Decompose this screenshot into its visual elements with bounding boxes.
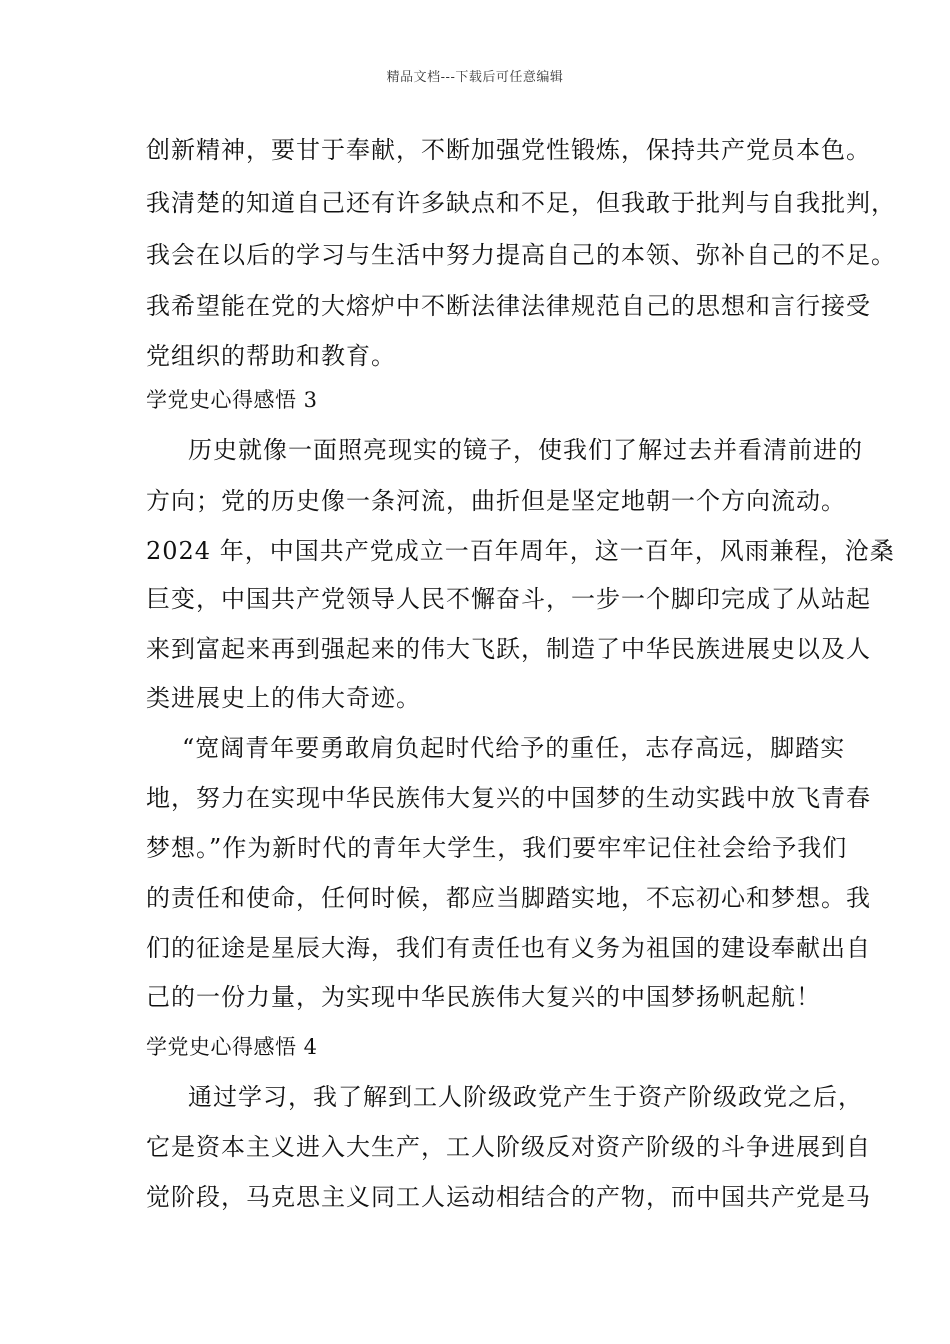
body-line: 我清楚的知道自己还有许多缺点和不足，但我敢于批判与自我批判，: [146, 189, 896, 217]
body-line: 地，努力在实现中华民族伟大复兴的中国梦的生动实践中放飞青春: [146, 784, 871, 812]
body-line: 来到富起来再到强起来的伟大飞跃，制造了中华民族进展史以及人: [146, 635, 871, 663]
body-line: 党组织的帮助和教育。: [146, 342, 396, 370]
section-heading: 学党史心得感悟 4: [146, 1035, 318, 1059]
body-line: 觉阶段，马克思主义同工人运动相结合的产物，而中国共产党是马: [146, 1183, 871, 1211]
body-line: 我希望能在党的大熔炉中不断法律法律规范自己的思想和言行接受: [146, 292, 871, 320]
body-line: 历史就像一面照亮现实的镜子，使我们了解过去并看清前进的: [188, 436, 863, 464]
body-line: 创新精神，要甘于奉献，不断加强党性锻炼，保持共产党员本色。: [146, 136, 871, 164]
page-header: 精品文档---下载后可任意编辑: [386, 70, 564, 85]
body-line: 我会在以后的学习与生活中努力提高自己的本领、弥补自己的不足。: [146, 241, 896, 269]
section-heading: 学党史心得感悟 3: [146, 388, 318, 412]
body-line: 的责任和使命，任何时候，都应当脚踏实地，不忘初心和梦想。我: [146, 884, 871, 912]
body-line: 类进展史上的伟大奇迹。: [146, 684, 421, 712]
body-line: 们的征途是星辰大海，我们有责任也有义务为祖国的建设奉献出自: [146, 934, 871, 962]
body-line: 通过学习，我了解到工人阶级政党产生于资产阶级政党之后，: [188, 1083, 863, 1111]
body-line: 方向；党的历史像一条河流，曲折但是坚定地朝一个方向流动。: [146, 487, 846, 515]
body-line: 梦想。”作为新时代的青年大学生，我们要牢牢记住社会给予我们: [146, 834, 848, 862]
body-line: “宽阔青年要勇敢肩负起时代给予的重任，志存高远，脚踏实: [182, 734, 846, 762]
body-line: 巨变，中国共产党领导人民不懈奋斗，一步一个脚印完成了从站起: [146, 585, 871, 613]
body-line: 己的一份力量，为实现中华民族伟大复兴的中国梦扬帆起航！: [146, 983, 821, 1011]
body-line: 它是资本主义进入大生产，工人阶级反对资产阶级的斗争进展到自: [146, 1133, 871, 1161]
body-line: 2024 年，中国共产党成立一百年周年，这一百年，风雨兼程，沧桑: [146, 537, 895, 565]
